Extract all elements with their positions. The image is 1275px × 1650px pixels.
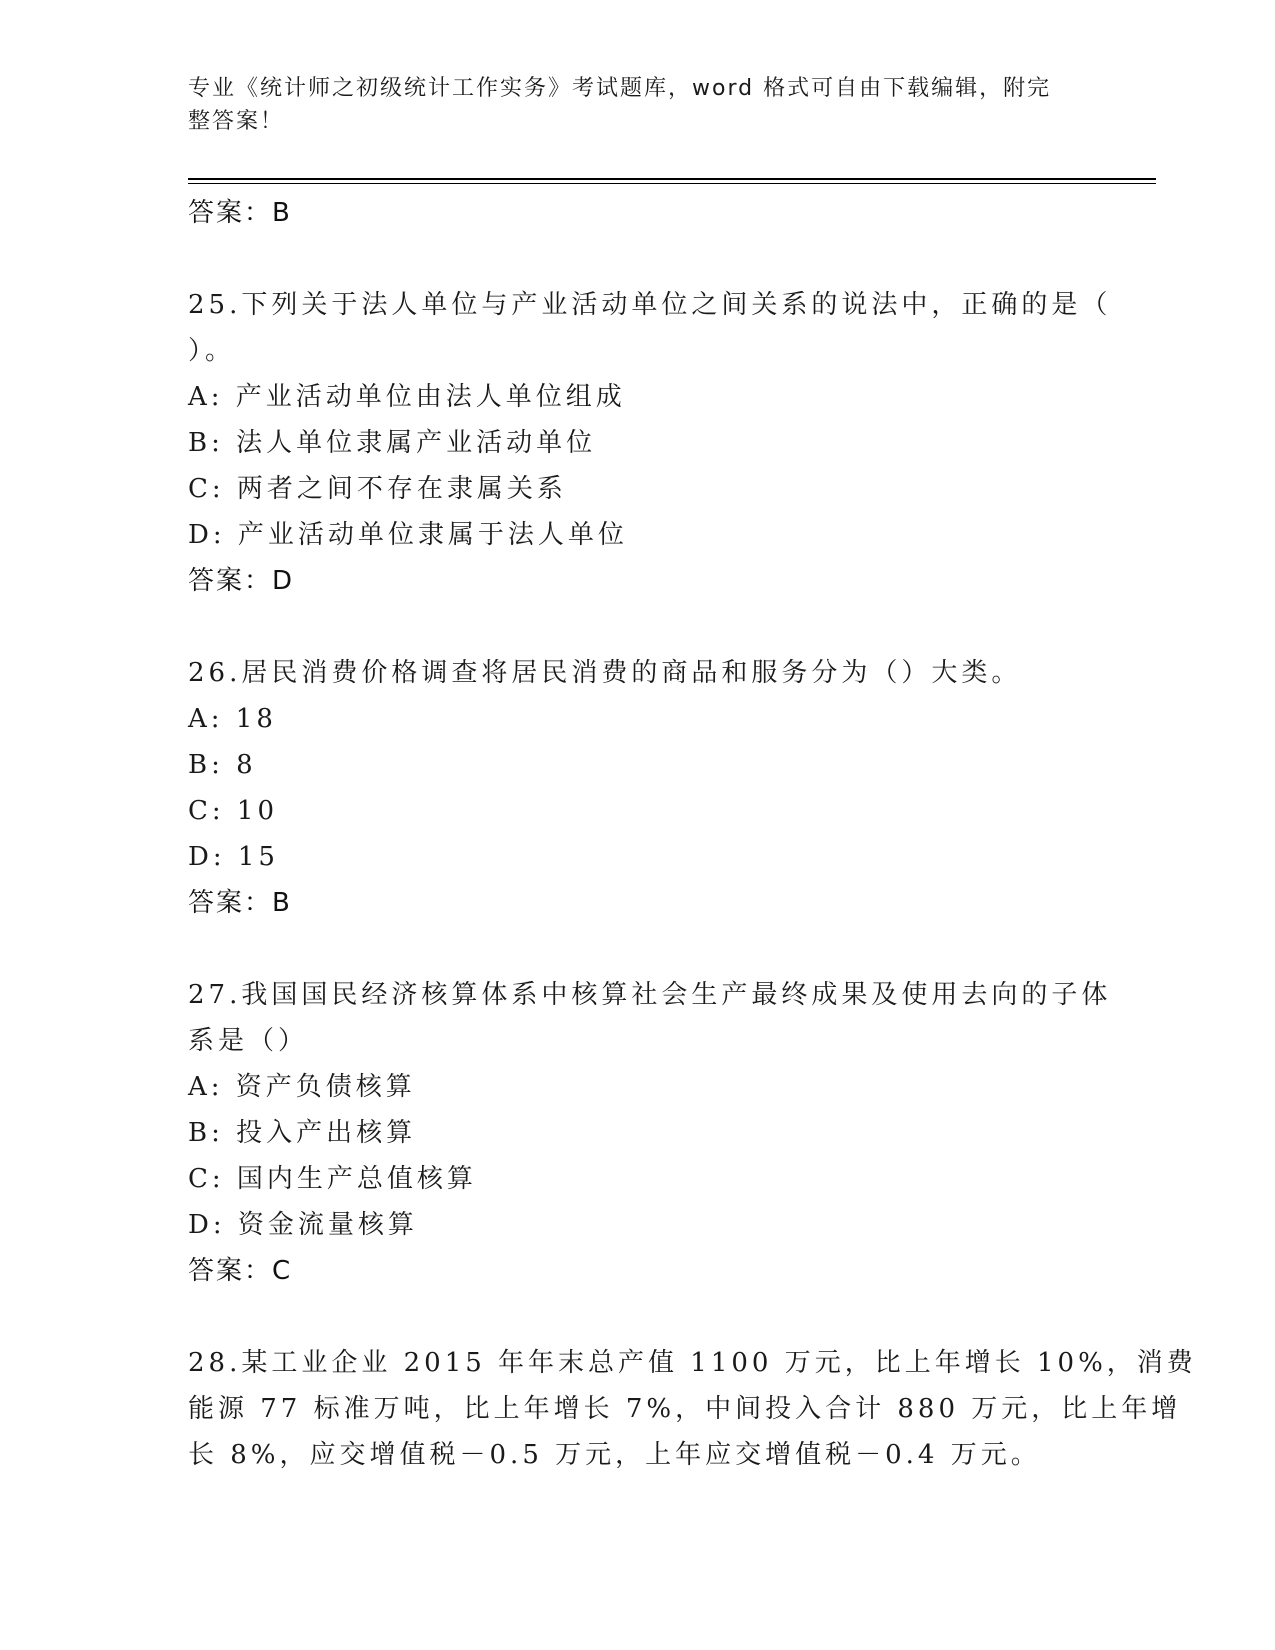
- spacer: [188, 604, 1088, 650]
- spacer: [188, 236, 1088, 282]
- header-divider-thick: [188, 178, 1156, 180]
- question-stem-line: 25.下列关于法人单位与产业活动单位之间关系的说法中，正确的是（: [188, 290, 1112, 320]
- spacer: [188, 926, 1088, 972]
- option-c: C: 10: [188, 796, 279, 826]
- question-26: [188, 650, 1088, 926]
- question-stem-line: 27.我国国民经济核算体系中核算社会生产最终成果及使用去向的子体: [188, 980, 1112, 1010]
- question-stem-line: 能源 77 标准万吨，比上年增长 7%，中间投入合计 880 万元，比上年增: [188, 1394, 1182, 1424]
- option-d: D: 产业活动单位隶属于法人单位: [188, 520, 628, 550]
- question-stem-line: 系是（）: [188, 1026, 309, 1056]
- question-list: [188, 190, 1197, 1478]
- question-stem-line: 26.居民消费价格调查将居民消费的商品和服务分为（）大类。: [188, 658, 1022, 688]
- question-25: [188, 282, 1112, 604]
- option-d: D: 资金流量核算: [188, 1210, 418, 1240]
- spacer: [188, 1294, 1088, 1340]
- question-stem-line: 长 8%，应交增值税－0.5 万元，上年应交增值税－0.4 万元。: [188, 1440, 1041, 1470]
- option-b: B: 法人单位隶属产业活动单位: [188, 428, 597, 458]
- option-b: B: 投入产出核算: [188, 1118, 417, 1148]
- option-a: A: 18: [188, 704, 277, 734]
- document-header: [188, 72, 1068, 138]
- answer-label: 答案：D: [188, 566, 295, 596]
- option-c: C: 两者之间不存在隶属关系: [188, 474, 567, 504]
- option-c: C: 国内生产总值核算: [188, 1164, 477, 1194]
- header-line-2: 整答案！: [188, 109, 285, 134]
- header-divider-thin: [188, 183, 1156, 184]
- option-a: A: 资产负债核算: [188, 1072, 416, 1102]
- header-line-1: 专业《统计师之初级统计工作实务》考试题库，word 格式可自由下载编辑，附完: [188, 76, 1052, 101]
- option-a: A: 产业活动单位由法人单位组成: [188, 382, 626, 412]
- question-stem-line: 28.某工业企业 2015 年年末总产值 1100 万元，比上年增长 10%，消费: [188, 1348, 1197, 1378]
- answer-label: 答案：B: [188, 888, 292, 918]
- option-d: D: 15: [188, 842, 279, 872]
- answer-label: 答案：C: [188, 1256, 293, 1286]
- question-27: [188, 972, 1112, 1294]
- question-28: [188, 1340, 1197, 1478]
- option-b: B: 8: [188, 750, 257, 780]
- question-stem-line: ）。: [188, 336, 236, 366]
- answer-label: 答案：B: [188, 198, 292, 228]
